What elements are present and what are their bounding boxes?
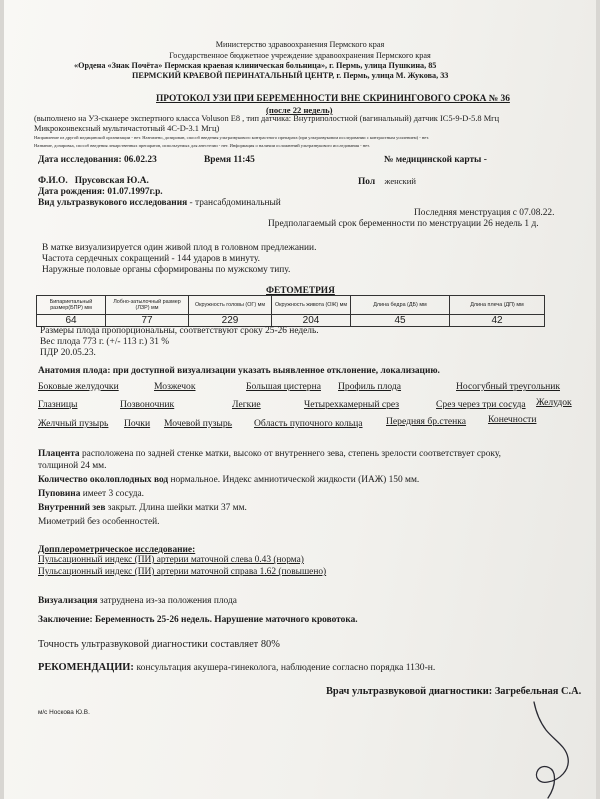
protocol-page — [4, 0, 596, 799]
header-db: Длина бедра (ДБ) мм — [351, 296, 450, 315]
myometrium: Миометрий без особенностей. — [38, 517, 160, 527]
note-line1: Направление из другой медицинской организации - нет. Назначено, дозирован, способ введения ультразвукового контрастного препарата (при ультразвуковом исследовании с контрастным усилением) - нет. — [34, 135, 430, 140]
patient-sex: Пол женский — [358, 176, 416, 187]
equipment-line1: (выполнено на УЗ-сканере экспертного класса Voluson E8 , тип датчика: Внутриполостной (вагинальный) датчик IC5-9-D-5.8 Mгц — [34, 114, 500, 123]
patient-dob: Дата рождения: 01.07.1997г.р. — [38, 187, 163, 197]
last-menstruation: Последняя менструация с 07.08.22. — [414, 208, 555, 218]
patient-name: Ф.И.О. Прусовская Ю.А. — [38, 176, 149, 186]
fetometry-value-row — [37, 315, 545, 327]
handwritten-signature — [494, 700, 594, 799]
placenta-line: Плацента расположена по задней стенке матки, высоко от внутреннего зева, степень зрелости соответствует сроку, — [38, 449, 501, 459]
institution-line: Государственное бюджетное учреждение здравоохранения Пермского края — [169, 51, 431, 60]
anatomy-item: Желчный пузырь — [38, 418, 109, 429]
anatomy-item: Глазницы — [38, 399, 78, 410]
anatomy-item: Область пупочного кольца — [254, 418, 363, 429]
value-dp: 42 — [450, 315, 545, 327]
note-line2: Название, дозировка, способ введения лекарственных препаратов, используемых для анестезии - нет. Информация о наличии осложнений ультразвукового исследования - нет. — [34, 143, 370, 148]
anatomy-item: Носогубный треугольник — [456, 381, 560, 392]
amniotic-fluid: Количество околоплодных вод нормальное. Индекс амниотической жидкости (ИАЖ) 150 мм. — [38, 475, 420, 485]
header-dp: Длина плеча (ДП) мм — [450, 296, 545, 315]
expected-due-date: ПДР 20.05.23. — [40, 348, 96, 358]
anatomy-title: Анатомия плода: при доступной визуализации указать выявленное отклонение, локализацию. — [38, 366, 440, 376]
doppler-right: Пульсационный индекс (ПИ) артерии маточной справа 1.62 (повышено) — [38, 567, 327, 577]
anatomy-item: Почки — [124, 418, 151, 429]
header-oj: Окружность живота (ОЖ) мм — [272, 296, 351, 315]
conclusion: Заключение: Беременность 25-26 недель. Нарушение маточного кровотока. — [38, 615, 358, 625]
umbilical-cord: Пуповина имеет 3 сосуда. — [38, 489, 144, 499]
fetometry-proportional: Размеры плода пропорциональны, соответствуют сроку 25-26 недель. — [40, 326, 319, 336]
accuracy: Точность ультразвуковой диагностики составляет 80% — [38, 639, 280, 650]
equipment-line2: Микроконвексный мультичастотный 4C-D-3.1 Mгц) — [34, 124, 220, 133]
doctor-signature-line: Врач ультразвуковой диагностики: Загребельная С.А. — [326, 686, 582, 697]
anatomy-item: Желудок — [536, 397, 572, 408]
placenta-thickness: толщиной 24 мм. — [38, 461, 107, 471]
nurse-name: м/с Носкова Ю.В. — [38, 709, 90, 716]
expected-term: Предполагаемый срок беременности по менструации 26 недель 1 д. — [268, 219, 539, 229]
anatomy-item: Мочевой пузырь — [164, 418, 233, 429]
fetometry-table — [36, 295, 545, 327]
fetometry-header-row — [37, 296, 545, 315]
anatomy-item: Срез через три сосуда — [436, 399, 526, 410]
visualization: Визуализация затруднена из-за положения плода — [38, 596, 237, 606]
doppler-title: Допплерометрическое исследование: — [38, 545, 196, 555]
recommendations: РЕКОМЕНДАЦИИ: консультация акушера-гинеколога, наблюдение согласно порядка 1130-н. — [38, 662, 436, 673]
exam-date: Дата исследования: 06.02.23 — [38, 155, 157, 165]
value-oj: 204 — [272, 315, 351, 327]
hospital-line: «Ордена «Знак Почёта» Пермская краевая клиническая больница», г. Пермь, улица Пушкина, 85 — [74, 61, 437, 70]
doppler-left: Пульсационный индекс (ПИ) артерии маточной слева 0.43 (норма) — [38, 555, 304, 565]
center-line: ПЕРМСКИЙ КРАЕВОЙ ПЕРИНАТАЛЬНЫЙ ЦЕНТР, г. Пермь, улица М. Жукова, 33 — [132, 71, 449, 80]
anatomy-item: Передняя бр.стенка — [386, 416, 467, 427]
value-lzr: 77 — [106, 315, 189, 327]
exam-time: Время 11:45 — [204, 155, 255, 165]
fetal-weight: Вес плода 773 г. (+/- 113 г.) 31 % — [40, 337, 170, 347]
anatomy-item: Профиль плода — [338, 381, 402, 392]
anatomy-item: Боковые желудочки — [38, 381, 119, 392]
anatomy-item: Большая цистерна — [246, 381, 321, 392]
anatomy-item: Конечности — [488, 414, 537, 425]
header-lzr: Лобно-затылочный размер (ЛЗР) мм — [106, 296, 189, 315]
anatomy-item: Мозжечок — [154, 381, 196, 392]
protocol-title: ПРОТОКОЛ УЗИ ПРИ БЕРЕМЕННОСТИ ВНЕ СКРИНИНГОВОГО СРОКА № 36 — [156, 94, 510, 104]
finding-heart-rate: Частота сердечных сокращений - 144 ударов в минуту. — [42, 254, 260, 264]
header-og: Окружность головы (ОГ) мм — [189, 296, 272, 315]
internal-os: Внутренний зев закрыт. Длина шейки матки 37 мм. — [38, 503, 247, 513]
fetometry-title: ФЕТОМЕТРИЯ — [266, 286, 335, 296]
medical-card-number: № медицинской карты - — [384, 155, 487, 165]
finding-fetus: В матке визуализируется один живой плод в головном предлежании. — [42, 243, 317, 253]
anatomy-item: Легкие — [232, 399, 261, 410]
anatomy-item: Четырехкамерный срез — [304, 399, 400, 410]
header-bpr: Бипариетальный размер(БПР) мм — [37, 296, 106, 315]
value-db: 45 — [351, 315, 450, 327]
value-og: 229 — [189, 315, 272, 327]
protocol-subtitle: (после 22 недель) — [266, 105, 333, 115]
anatomy-item: Позвоночник — [120, 399, 175, 410]
exam-type: Вид ультразвукового исследования - трансабдоминальный — [38, 198, 281, 208]
finding-genitals: Наружные половые органы сформированы по мужскому типу. — [42, 265, 291, 275]
ministry-line: Министерство здравоохранения Пермского края — [215, 40, 385, 49]
value-bpr: 64 — [37, 315, 106, 327]
